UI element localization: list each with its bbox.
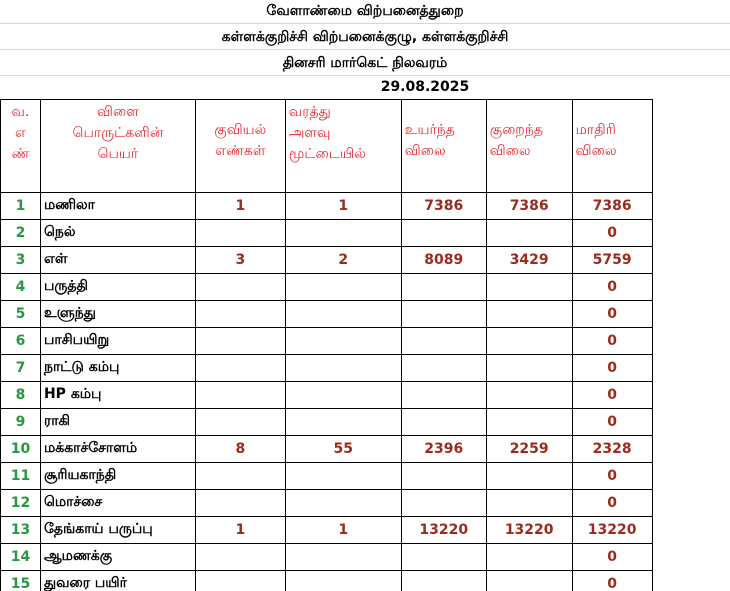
cell-lots	[195, 571, 285, 591]
table-row	[1, 355, 730, 382]
col-header-arrival: வரத்து அளவு மூட்டையில்	[285, 100, 401, 193]
cell-modal-price: 0	[572, 301, 652, 328]
cell-max-price	[401, 571, 486, 591]
cell-sno: 6	[1, 328, 41, 355]
table-header-row	[1, 100, 730, 193]
cell-sno: 12	[1, 490, 41, 517]
cell-modal-price: 2328	[572, 436, 652, 463]
cell-max-price	[401, 328, 486, 355]
table-row	[1, 247, 730, 274]
table-row	[1, 436, 730, 463]
sheet-gutter	[652, 100, 730, 193]
cell-commodity-name: தேங்காய் பருப்பு	[40, 517, 195, 544]
cell-arrival: 1	[285, 517, 401, 544]
cell-arrival	[285, 301, 401, 328]
table-row	[1, 328, 730, 355]
cell-arrival	[285, 463, 401, 490]
sheet-gutter	[652, 409, 730, 436]
cell-modal-price: 0	[572, 490, 652, 517]
cell-min-price: 7386	[486, 193, 572, 220]
cell-min-price: 3429	[486, 247, 572, 274]
cell-max-price	[401, 301, 486, 328]
cell-modal-price: 0	[572, 463, 652, 490]
cell-lots	[195, 409, 285, 436]
cell-lots	[195, 544, 285, 571]
cell-min-price	[486, 409, 572, 436]
cell-modal-price: 0	[572, 274, 652, 301]
cell-sno: 9	[1, 409, 41, 436]
report-subtitle	[0, 50, 730, 76]
cell-arrival	[285, 571, 401, 591]
cell-max-price	[401, 409, 486, 436]
cell-min-price: 13220	[486, 517, 572, 544]
sheet-gutter	[652, 247, 730, 274]
cell-min-price	[486, 463, 572, 490]
cell-max-price: 8089	[401, 247, 486, 274]
cell-sno: 10	[1, 436, 41, 463]
cell-max-price	[401, 274, 486, 301]
sheet-gutter	[652, 517, 730, 544]
cell-sno: 4	[1, 274, 41, 301]
sheet-gutter	[652, 490, 730, 517]
cell-modal-price: 13220	[572, 517, 652, 544]
cell-modal-price: 0	[572, 355, 652, 382]
cell-commodity-name: HP கம்பு	[40, 382, 195, 409]
cell-lots	[195, 274, 285, 301]
cell-arrival: 2	[285, 247, 401, 274]
sheet-gutter	[652, 355, 730, 382]
cell-min-price	[486, 220, 572, 247]
cell-arrival: 1	[285, 193, 401, 220]
cell-lots: 3	[195, 247, 285, 274]
cell-arrival	[285, 544, 401, 571]
table-row	[1, 193, 730, 220]
date-text: 29.08.2025	[380, 79, 470, 95]
cell-modal-price: 0	[572, 382, 652, 409]
cell-lots	[195, 220, 285, 247]
table-row	[1, 490, 730, 517]
cell-arrival	[285, 382, 401, 409]
cell-modal-price: 7386	[572, 193, 652, 220]
cell-lots: 8	[195, 436, 285, 463]
table-row	[1, 517, 730, 544]
cell-sno: 2	[1, 220, 41, 247]
cell-commodity-name: மொச்சை	[40, 490, 195, 517]
cell-sno: 3	[1, 247, 41, 274]
price-table	[0, 99, 730, 591]
cell-commodity-name: மணிலா	[40, 193, 195, 220]
cell-commodity-name: எள்	[40, 247, 195, 274]
committee-title-text: கள்ளக்குறிச்சி விற்பனைக்குழு, கள்ளக்குறிச்சி	[221, 29, 509, 45]
cell-sno: 13	[1, 517, 41, 544]
cell-sno: 14	[1, 544, 41, 571]
subtitle-text: தினசரி மார்கெட் நிலவரம்	[282, 55, 448, 71]
table-row	[1, 274, 730, 301]
cell-modal-price: 5759	[572, 247, 652, 274]
cell-min-price	[486, 301, 572, 328]
cell-min-price	[486, 382, 572, 409]
table-row	[1, 544, 730, 571]
cell-sno: 8	[1, 382, 41, 409]
cell-min-price	[486, 571, 572, 591]
cell-commodity-name: துவரை பயிர்	[40, 571, 195, 591]
cell-max-price	[401, 355, 486, 382]
cell-arrival	[285, 490, 401, 517]
cell-sno: 5	[1, 301, 41, 328]
col-header-modal-price: மாதிரி விலை	[572, 100, 652, 193]
cell-arrival: 55	[285, 436, 401, 463]
cell-commodity-name: பருத்தி	[40, 274, 195, 301]
cell-lots	[195, 328, 285, 355]
cell-min-price	[486, 274, 572, 301]
table-row	[1, 463, 730, 490]
col-header-commodity: விளை பொருட்களின் பெயர்	[40, 100, 195, 193]
cell-max-price	[401, 463, 486, 490]
col-header-sno: வ. எ ண்	[1, 100, 41, 193]
cell-arrival	[285, 328, 401, 355]
table-row	[1, 409, 730, 436]
sheet-gutter	[652, 274, 730, 301]
cell-arrival	[285, 409, 401, 436]
col-header-lots: குவியல் எண்கள்	[195, 100, 285, 193]
cell-commodity-name: பாசிபயிறு	[40, 328, 195, 355]
report-date	[0, 76, 730, 99]
cell-max-price	[401, 544, 486, 571]
dept-title-text: வேளாண்மை விற்பனைத்துறை	[266, 3, 464, 19]
cell-lots: 1	[195, 193, 285, 220]
cell-modal-price: 0	[572, 409, 652, 436]
cell-commodity-name: நாட்டு கம்பு	[40, 355, 195, 382]
cell-sno: 11	[1, 463, 41, 490]
sheet-gutter	[652, 301, 730, 328]
table-row	[1, 301, 730, 328]
sheet-gutter	[652, 193, 730, 220]
cell-lots	[195, 490, 285, 517]
table-row	[1, 571, 730, 591]
report-committee-title	[0, 24, 730, 50]
col-header-min-price: குறைந்த விலை	[486, 100, 572, 193]
cell-min-price	[486, 355, 572, 382]
cell-max-price: 7386	[401, 193, 486, 220]
cell-modal-price: 0	[572, 328, 652, 355]
cell-commodity-name: நெல்	[40, 220, 195, 247]
sheet-gutter	[652, 463, 730, 490]
cell-lots	[195, 301, 285, 328]
cell-max-price: 2396	[401, 436, 486, 463]
sheet-gutter	[652, 382, 730, 409]
cell-commodity-name: ஆமணக்கு	[40, 544, 195, 571]
cell-commodity-name: ராகி	[40, 409, 195, 436]
cell-max-price	[401, 382, 486, 409]
cell-commodity-name: உளுந்து	[40, 301, 195, 328]
cell-max-price: 13220	[401, 517, 486, 544]
cell-lots	[195, 382, 285, 409]
cell-arrival	[285, 274, 401, 301]
sheet-gutter	[652, 544, 730, 571]
sheet-gutter	[652, 571, 730, 591]
report-dept-title	[0, 0, 730, 24]
sheet-gutter	[652, 436, 730, 463]
cell-min-price	[486, 328, 572, 355]
cell-commodity-name: சூரியகாந்தி	[40, 463, 195, 490]
cell-sno: 15	[1, 571, 41, 591]
cell-lots	[195, 355, 285, 382]
cell-lots: 1	[195, 517, 285, 544]
col-header-max-price: உயர்ந்த விலை	[401, 100, 486, 193]
cell-arrival	[285, 220, 401, 247]
cell-commodity-name: மக்காச்சோளம்	[40, 436, 195, 463]
cell-min-price: 2259	[486, 436, 572, 463]
sheet-gutter	[652, 220, 730, 247]
cell-modal-price: 0	[572, 220, 652, 247]
cell-min-price	[486, 544, 572, 571]
cell-arrival	[285, 355, 401, 382]
cell-max-price	[401, 490, 486, 517]
table-row	[1, 382, 730, 409]
cell-modal-price: 0	[572, 571, 652, 591]
cell-lots	[195, 463, 285, 490]
cell-modal-price: 0	[572, 544, 652, 571]
cell-max-price	[401, 220, 486, 247]
cell-sno: 7	[1, 355, 41, 382]
table-row	[1, 220, 730, 247]
cell-sno: 1	[1, 193, 41, 220]
sheet-gutter	[652, 328, 730, 355]
cell-min-price	[486, 490, 572, 517]
